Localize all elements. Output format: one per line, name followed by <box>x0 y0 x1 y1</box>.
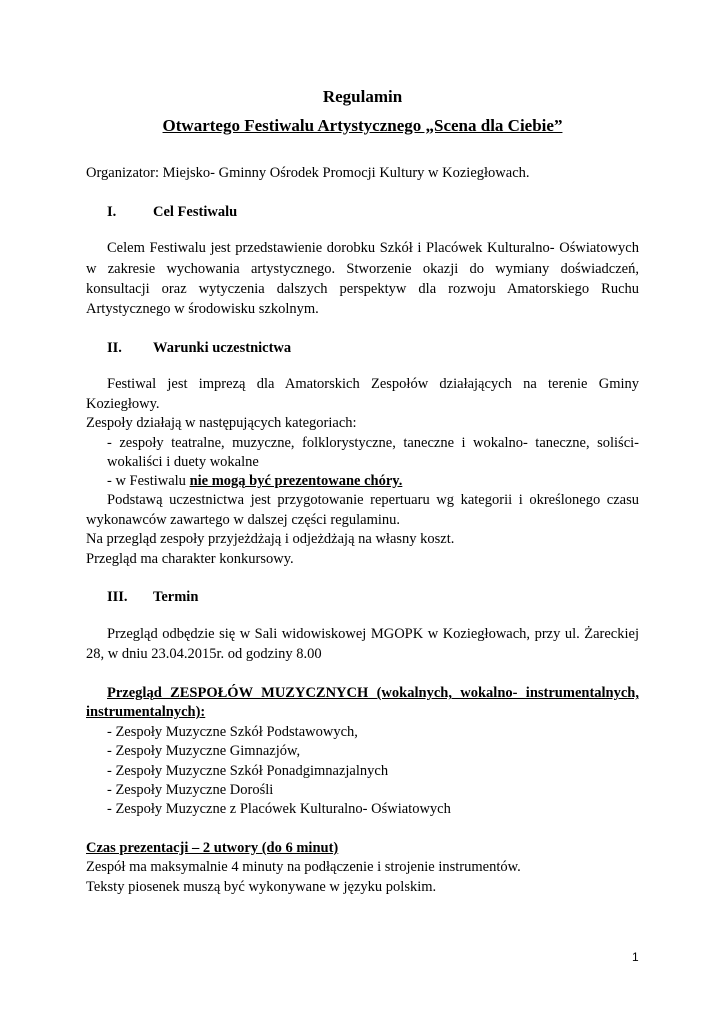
section-1-line: w zakresie wychowania artystycznego. Stworzenie okazji do wymiany doświadczeń, <box>86 261 639 277</box>
document-subtitle: Otwartego Festiwalu Artystycznego „Scena dla Ciebie” <box>162 116 563 135</box>
section-1-heading: Cel Festiwalu <box>153 204 238 220</box>
section-3-number: III. <box>107 589 128 605</box>
section-2-heading: Warunki uczestnictwa <box>153 340 292 356</box>
presentation-time-line: Zespół ma maksymalnie 4 minuty na podłączenie i strojenie instrumentów. <box>86 859 521 875</box>
music-list-item: - Zespoły Muzyczne Dorośli <box>107 782 274 798</box>
document-title: Regulamin <box>322 87 403 106</box>
music-review-heading: instrumentalnych): <box>86 704 206 720</box>
organizer-line: Organizator: Miejsko- Gminny Ośrodek Promocji Kultury w Koziegłowach. <box>86 165 530 181</box>
music-list-item: - Zespoły Muzyczne Szkół Ponadgimnazjalnych <box>107 763 389 779</box>
section-2-line: Festiwal jest imprezą dla Amatorskich Zespołów działających na terenie Gminy <box>107 376 639 392</box>
music-list-item: - Zespoły Muzyczne Gimnazjów, <box>107 743 301 759</box>
exclusion-emphasis: nie mogą być prezentowane chóry. <box>189 473 403 489</box>
presentation-time-line: Teksty piosenek muszą być wykonywane w języku polskim. <box>86 879 437 895</box>
section-1-line: Celem Festiwalu jest przedstawienie dorobku Szkół i Placówek Kulturalno- Oświatowych <box>107 240 639 256</box>
section-2-line: Przegląd ma charakter konkursowy. <box>86 551 294 567</box>
category-list-item <box>107 474 402 489</box>
section-3-line: Przegląd odbędzie się w Sali widowiskowej MGOPK w Koziegłowach, przy ul. Żareckiej <box>107 626 639 642</box>
section-2-line: wykonawców zawartego w dalszej części regulaminu. <box>86 512 401 528</box>
music-list-item: - Zespoły Muzyczne z Placówek Kulturalno- Oświatowych <box>107 801 451 817</box>
category-list-item: wokaliści i duety wokalne <box>107 454 259 470</box>
section-3-heading: Termin <box>153 589 199 605</box>
section-2-line: Na przegląd zespoły przyjeżdżają i odjeżdżają na własny koszt. <box>86 531 455 547</box>
presentation-time-heading: Czas prezentacji – 2 utwory (do 6 minut) <box>86 840 339 856</box>
music-list-item: - Zespoły Muzyczne Szkół Podstawowych, <box>107 724 358 740</box>
exclusion-prefix: - w Festiwalu <box>107 473 190 489</box>
section-2-line: Zespoły działają w następujących kategoriach: <box>86 415 357 431</box>
page-number: 1 <box>632 950 639 964</box>
section-2-line: Koziegłowy. <box>86 396 160 412</box>
section-2-line: Podstawą uczestnictwa jest przygotowanie repertuaru wg kategorii i określonego czasu <box>107 492 639 508</box>
section-3-line: 28, w dniu 23.04.2015r. od godziny 8.00 <box>86 646 322 662</box>
category-list-item: - zespoły teatralne, muzyczne, folklorystyczne, taneczne i wokalno- taneczne, soliści- <box>107 435 639 451</box>
section-1-line: Artystycznego w środowisku szkolnym. <box>86 301 319 317</box>
section-2-number: II. <box>107 340 122 356</box>
music-review-heading: Przegląd ZESPOŁÓW MUZYCZNYCH (wokalnych, wokalno- instrumentalnych, <box>107 685 639 701</box>
section-1-line: konsultacji oraz wytyczenia dalszych perspektyw dla rozwoju Amatorskiego Ruchu <box>86 281 639 297</box>
section-1-number: I. <box>107 204 117 220</box>
